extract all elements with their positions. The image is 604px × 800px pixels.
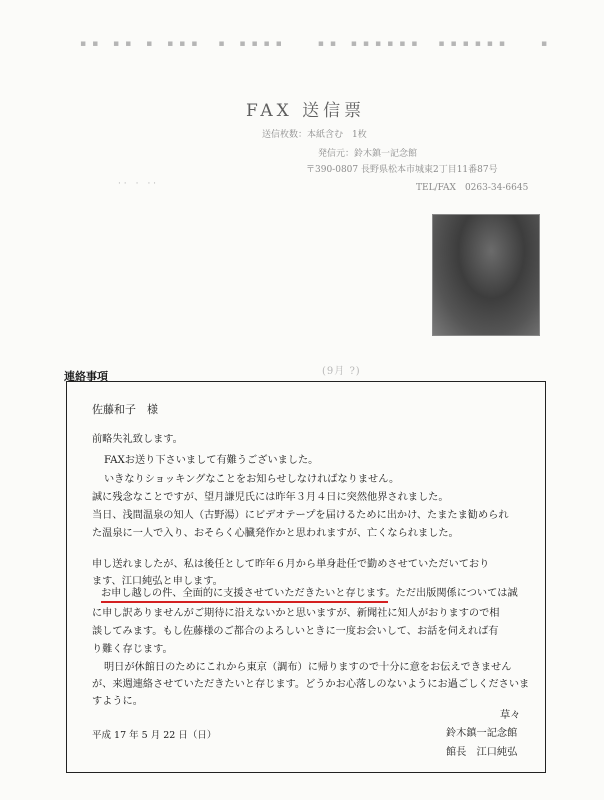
section-label: 連絡事項: [64, 370, 108, 383]
letter-line: 明日が休館日のためにこれから東京（調布）に帰りますので十分に意をお伝えできません: [104, 662, 512, 673]
letter-line-highlighted: お申し越しの件、全面的に支援させていただきたいと存じます。ただ出版関係については誠: [101, 588, 518, 599]
letter-line: ます、江口純弘と申します。: [92, 576, 223, 587]
salutation: 佐藤和子 様: [92, 403, 158, 416]
letter-line: 申し送れましたが、私は後任として昨年６月から単身赴任で勤めさせていただいており: [92, 559, 490, 570]
fax-address: 〒390-0807 長野県松本市城東2丁目11番87号: [306, 165, 498, 175]
letter-line: 誠に残念なことですが、望月謙児氏には昨年３月４日に突然他界されました。: [92, 492, 449, 503]
fax-transmission-header: ▪▪ ▪▪ ▪ ▪▪▪ ▪ ▪▪▪▪ ▪▪ ▪▪▪▪▪▪ ▪▪▪▪▪▪ ▪: [80, 39, 554, 49]
letter-line: FAXお送り下さいまして有難うございました。: [104, 455, 319, 466]
letter-line: が、来週連絡させていただきたいと存じます。どうかお心落しのないようにお過ごしくださいま: [92, 679, 530, 690]
faint-left-mark: · · · · ·: [118, 179, 157, 189]
fax-sender: 発信元：鈴木鎮一記念館: [318, 149, 418, 159]
letter-line: た温泉に一人で入り、おそらく心臓発作かと思われますが、亡くなられました。: [92, 528, 459, 539]
letter-line: いきなりショッキングなことをお知らせしなければなりません。: [104, 474, 400, 485]
handwritten-note: (9月 ?): [322, 366, 361, 377]
closing: 草々: [500, 710, 521, 721]
letter-line: すように。: [92, 696, 143, 707]
letter-line: 当日、浅間温泉の知人（古野湯）にビデオテープを届けるために出かけ、たまたま勧められ: [92, 510, 509, 521]
letter-line: 前略失礼致します。: [92, 434, 183, 445]
fax-pages: 送信枚数：本紙含む 1枚: [262, 130, 367, 140]
red-underline: [101, 601, 388, 603]
letter-line: り難く存じます。: [92, 644, 173, 655]
portrait-photo: [432, 214, 540, 336]
fax-tel: TEL/FAX 0263-34-6645: [416, 183, 529, 193]
fax-title: FAX 送信票: [246, 101, 366, 121]
signature: 館長 江口純弘: [446, 747, 518, 758]
letter-line: 談してみます。もし佐藤様のご都合のよろしいときに一度お会いして、お話を伺えれば有: [92, 626, 499, 637]
letter-date: 平成 17 年 5 月 22 日（日）: [92, 730, 217, 741]
letter-line: に申し訳ありませんがご期待に沿えないかと思いますが、新聞社に知人がおりますので相: [92, 608, 500, 619]
organization-name: 鈴木鎮一記念館: [446, 728, 518, 739]
